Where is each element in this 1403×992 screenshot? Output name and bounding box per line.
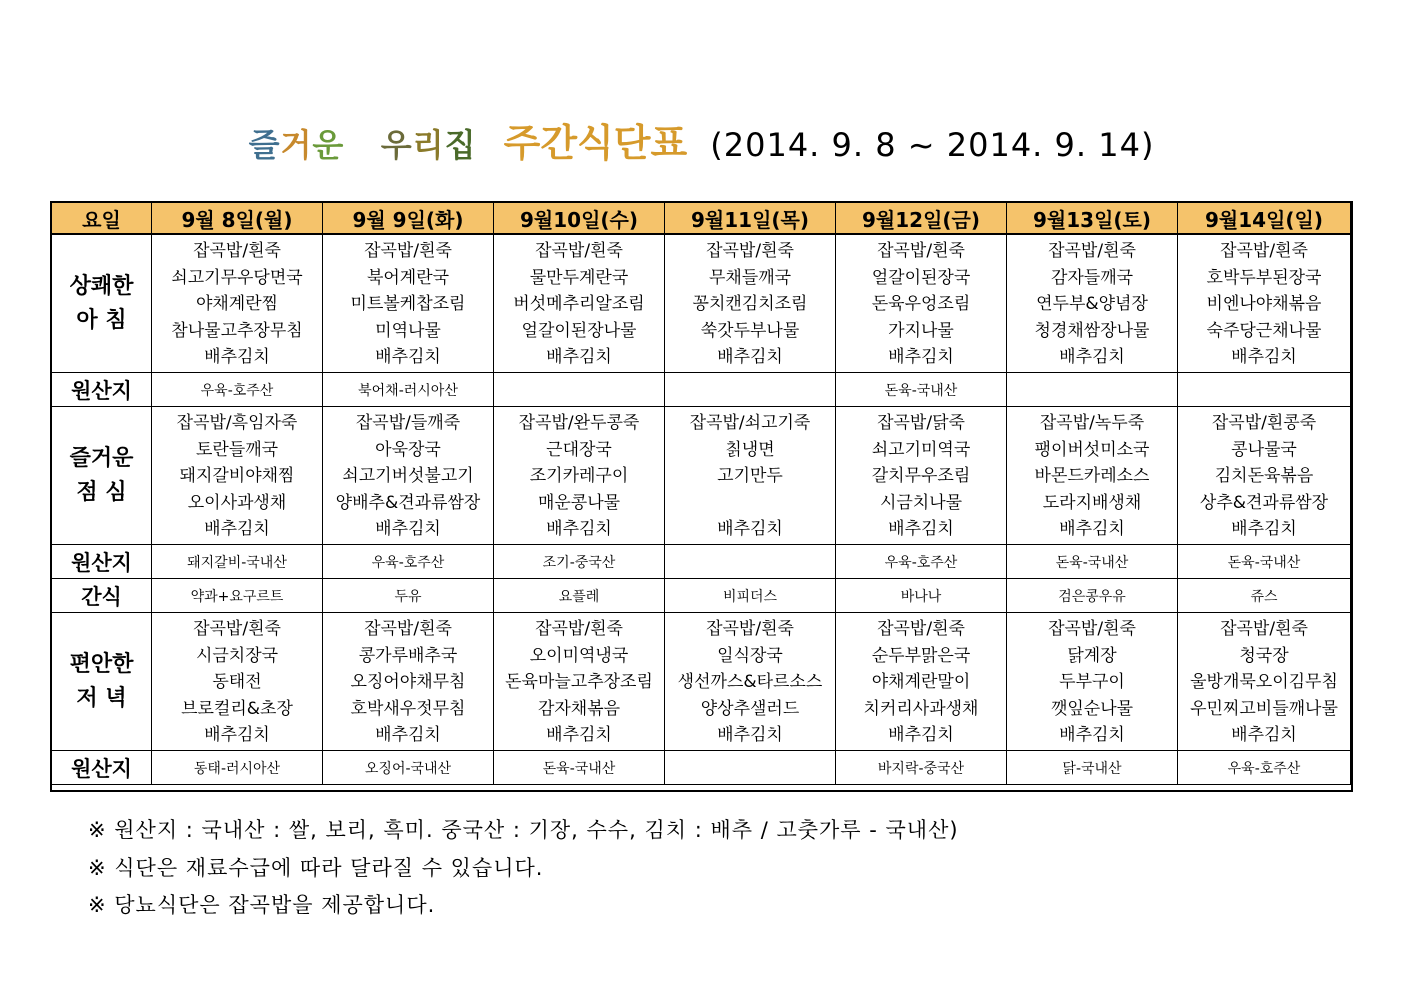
header-day: 9월12일(금) <box>836 203 1007 235</box>
lunch-menu-cell <box>1178 407 1351 545</box>
dinner-menu-cell <box>665 613 836 751</box>
snack-cell: 약과+요구르트 <box>152 579 323 613</box>
snack-cell: 비피더스 <box>665 579 836 613</box>
menu-item: 배추김치 <box>717 519 783 540</box>
note-diabetes: ※ 당뇨식단은 잡곡밥을 제공합니다. <box>88 893 436 917</box>
menu-item: 배추김치 <box>888 519 954 540</box>
menu-item: 콩나물국 <box>1231 439 1297 460</box>
menu-item: 닭계장 <box>1067 645 1117 666</box>
menu-item: 배추김치 <box>1059 519 1125 540</box>
origin-cell <box>1178 373 1351 407</box>
menu-item: 칡냉면 <box>725 439 775 460</box>
origin-label: 원산지 <box>52 373 152 407</box>
origin-cell: 돈육-국내산 <box>494 751 665 785</box>
menu-item: 호박두부된장국 <box>1206 267 1322 288</box>
menu-item: 잡곡밥/쇠고기죽 <box>689 413 811 433</box>
origin-label: 원산지 <box>52 751 152 785</box>
header-row <box>52 203 1351 235</box>
menu-item: 쇠고기미역국 <box>871 439 971 460</box>
note-supply: ※ 식단은 재료수급에 따라 달라질 수 있습니다. <box>88 855 544 880</box>
breakfast-label-line: 아 침 <box>76 307 127 333</box>
menu-item: 연두부&양념장 <box>1036 294 1148 315</box>
menu-item: 물만두계란국 <box>529 267 629 288</box>
menu-item: 갈치무우조림 <box>871 466 971 487</box>
menu-item: 청국장 <box>1239 645 1289 666</box>
dinner-origin-row <box>52 751 1351 785</box>
menu-item: 오이사과생채 <box>187 492 287 513</box>
snack-label: 간식 <box>52 579 152 613</box>
menu-item: 돈육우엉조림 <box>871 294 971 315</box>
lunch-menu-cell <box>152 407 323 545</box>
menu-item: 생선까스&타르소스 <box>677 672 823 693</box>
header-day: 9월 8일(월) <box>152 203 323 235</box>
origin-cell: 동태-러시아산 <box>152 751 323 785</box>
breakfast-menu-cell <box>665 234 836 373</box>
menu-item: 오이미역냉국 <box>529 645 629 666</box>
menu-item: 잡곡밥/흰죽 <box>1220 241 1308 261</box>
lunch-menu-cell <box>494 407 665 545</box>
snack-cell: 쥬스 <box>1178 579 1351 613</box>
menu-item: 호박새우젓무침 <box>350 698 466 719</box>
menu-item: 배추김치 <box>888 347 954 368</box>
title-main: 주간식단표 <box>503 121 688 165</box>
menu-item: 야채계란찜 <box>195 294 279 315</box>
breakfast-row <box>52 234 1351 373</box>
menu-item: 쇠고기무우당면국 <box>171 267 303 288</box>
lunch-menu-cell <box>1007 407 1178 545</box>
menu-item: 얼갈이된장나물 <box>521 320 637 341</box>
menu-item: 동태전 <box>212 672 262 693</box>
menu-item: 근대장국 <box>546 439 612 460</box>
header-day: 9월10일(수) <box>494 203 665 235</box>
menu-item: 시금치나물 <box>879 492 963 513</box>
menu-item: 잡곡밥/흰죽 <box>877 619 965 639</box>
menu-item: 배추김치 <box>204 519 270 540</box>
origin-cell: 우육-호주산 <box>323 545 494 579</box>
menu-item: 잡곡밥/흑임자죽 <box>176 413 298 433</box>
menu-item: 잡곡밥/흰죽 <box>1048 241 1136 261</box>
snack-cell: 요플레 <box>494 579 665 613</box>
breakfast-label <box>52 234 152 373</box>
menu-item: 순두부맑은국 <box>871 645 971 666</box>
snack-cell: 두유 <box>323 579 494 613</box>
menu-item: 배추김치 <box>375 347 441 368</box>
menu-item: 잡곡밥/흰죽 <box>364 619 452 639</box>
breakfast-menu-cell <box>1007 234 1178 373</box>
lunch-menu-cell <box>323 407 494 545</box>
menu-item: 돼지갈비야채찜 <box>179 466 295 487</box>
menu-item: 배추김치 <box>546 725 612 746</box>
menu-item: 콩가루배추국 <box>358 645 458 666</box>
menu-item: 배추김치 <box>204 347 270 368</box>
menu-item: 잡곡밥/흰죽 <box>193 619 281 639</box>
menu-item: 배추김치 <box>546 519 612 540</box>
dinner-menu-cell <box>323 613 494 751</box>
snack-row <box>52 579 1351 613</box>
menu-item: 조기카레구이 <box>529 466 629 487</box>
origin-cell <box>1007 373 1178 407</box>
title-date-range: (2014. 9. 8 ~ 2014. 9. 14) <box>710 126 1155 164</box>
menu-item: 배추김치 <box>1059 347 1125 368</box>
menu-item: 가지나물 <box>888 320 954 341</box>
menu-item: 시금치장국 <box>195 645 279 666</box>
menu-item: 무채들깨국 <box>708 267 792 288</box>
origin-cell: 오징어-국내산 <box>323 751 494 785</box>
menu-table <box>51 202 1351 785</box>
breakfast-menu-cell <box>1178 234 1351 373</box>
menu-item: 양상추샐러드 <box>700 698 800 719</box>
menu-item: 브로컬리&초장 <box>181 698 293 719</box>
notes <box>88 812 959 925</box>
menu-item: 잡곡밥/흰죽 <box>364 241 452 261</box>
origin-cell: 바지락-중국산 <box>836 751 1007 785</box>
lunch-origin-row <box>52 545 1351 579</box>
menu-item: 미역나물 <box>375 320 441 341</box>
menu-item: 상추&견과류쌈장 <box>1199 492 1329 513</box>
menu-item: 배추김치 <box>1231 347 1297 368</box>
menu-item: 잡곡밥/흰죽 <box>535 619 623 639</box>
menu-item: 깻잎순나물 <box>1050 698 1134 719</box>
origin-cell: 우육-호주산 <box>152 373 323 407</box>
origin-cell: 우육-호주산 <box>836 545 1007 579</box>
origin-cell <box>665 545 836 579</box>
menu-item: 배추김치 <box>546 347 612 368</box>
menu-item: 버섯메추리알조림 <box>513 294 645 315</box>
menu-item: 치커리사과생채 <box>863 698 979 719</box>
lunch-menu-cell <box>836 407 1007 545</box>
lunch-label-line: 점 심 <box>76 479 127 505</box>
breakfast-label-line: 상쾌한 <box>69 273 134 299</box>
menu-item: 일식장국 <box>717 645 783 666</box>
menu-item: 잡곡밥/들깨죽 <box>355 413 461 433</box>
menu-item: 감자채볶음 <box>537 698 621 719</box>
header-day: 9월14일(일) <box>1178 203 1351 235</box>
lunch-menu-cell <box>665 407 836 545</box>
note-origin: ※ 원산지 : 국내산 : 쌀, 보리, 흑미. 중국산 : 기장, 수수, 김치 : 배추 / 고춧가루 - 국내산) <box>88 818 959 842</box>
menu-item: 잡곡밥/흰죽 <box>706 619 794 639</box>
menu-item: 아욱장국 <box>375 439 441 460</box>
page-title <box>0 112 1403 172</box>
origin-cell: 돼지갈비-국내산 <box>152 545 323 579</box>
dinner-label-line: 편안한 <box>69 651 134 677</box>
header-day: 9월13일(토) <box>1007 203 1178 235</box>
origin-label: 원산지 <box>52 545 152 579</box>
snack-cell: 검은콩우유 <box>1007 579 1178 613</box>
breakfast-menu-cell <box>152 234 323 373</box>
menu-item: 쑥갓두부나물 <box>700 320 800 341</box>
dinner-row <box>52 613 1351 751</box>
menu-item: 배추김치 <box>1231 725 1297 746</box>
menu-item: 우민찌고비들깨나물 <box>1190 698 1338 719</box>
menu-item: 양배추&견과류쌈장 <box>335 492 481 513</box>
menu-item: 참나물고추장무침 <box>171 320 303 341</box>
lunch-row <box>52 407 1351 545</box>
menu-item: 고기만두 <box>717 466 783 487</box>
lunch-label-line: 즐거운 <box>69 445 134 471</box>
menu-item: 토란들깨국 <box>195 439 279 460</box>
menu-item: 배추김치 <box>375 725 441 746</box>
menu-item: 잡곡밥/닭죽 <box>877 413 965 433</box>
menu-item: 잡곡밥/흰콩죽 <box>1211 413 1317 433</box>
menu-item: 야채계란말이 <box>871 672 971 693</box>
dinner-label <box>52 613 152 751</box>
menu-item: 잡곡밥/흰죽 <box>535 241 623 261</box>
lunch-label <box>52 407 152 545</box>
menu-item: 배추김치 <box>375 519 441 540</box>
menu-item: 배추김치 <box>888 725 954 746</box>
menu-item: 잡곡밥/흰죽 <box>1220 619 1308 639</box>
menu-item: 돈육마늘고추장조림 <box>505 672 653 693</box>
menu-item: 잡곡밥/완두콩죽 <box>518 413 640 433</box>
origin-cell: 북어채-러시아산 <box>323 373 494 407</box>
header-day: 9월 9일(화) <box>323 203 494 235</box>
breakfast-menu-cell <box>836 234 1007 373</box>
menu-item: 배추김치 <box>717 347 783 368</box>
menu-item: 김치돈육볶음 <box>1214 466 1314 487</box>
dinner-menu-cell <box>152 613 323 751</box>
menu-item: 배추김치 <box>1059 725 1125 746</box>
menu-item <box>665 490 835 517</box>
dinner-menu-cell <box>494 613 665 751</box>
dinner-menu-cell <box>1178 613 1351 751</box>
brand-name: 즐거운 우리집 <box>248 126 477 164</box>
origin-cell <box>665 373 836 407</box>
menu-item: 북어계란국 <box>366 267 450 288</box>
origin-cell: 우육-호주산 <box>1178 751 1351 785</box>
menu-item: 두부구이 <box>1059 672 1125 693</box>
header-corner: 요일 <box>52 203 152 235</box>
origin-cell: 돈육-국내산 <box>1007 545 1178 579</box>
origin-cell: 조기-중국산 <box>494 545 665 579</box>
menu-item: 울방개묵오이김무침 <box>1190 672 1338 693</box>
origin-cell <box>494 373 665 407</box>
origin-cell: 돈육-국내산 <box>1178 545 1351 579</box>
dinner-menu-cell <box>836 613 1007 751</box>
snack-cell: 바나나 <box>836 579 1007 613</box>
origin-cell: 돈육-국내산 <box>836 373 1007 407</box>
origin-cell: 닭-국내산 <box>1007 751 1178 785</box>
menu-item: 잡곡밥/녹두죽 <box>1039 413 1145 433</box>
menu-item: 얼갈이된장국 <box>871 267 971 288</box>
menu-item: 팽이버섯미소국 <box>1034 439 1150 460</box>
menu-item: 배추김치 <box>204 725 270 746</box>
header-day: 9월11일(목) <box>665 203 836 235</box>
menu-item: 잡곡밥/흰죽 <box>877 241 965 261</box>
menu-item: 바몬드카레소스 <box>1034 466 1150 487</box>
breakfast-menu-cell <box>494 234 665 373</box>
menu-item: 미트볼케찹조림 <box>350 294 466 315</box>
menu-item: 매운콩나물 <box>537 492 621 513</box>
menu-item: 오징어야채무침 <box>350 672 466 693</box>
menu-item: 숙주당근채나물 <box>1206 320 1322 341</box>
menu-item: 배추김치 <box>1231 519 1297 540</box>
origin-cell <box>665 751 836 785</box>
menu-item: 청경채쌈장나물 <box>1034 320 1150 341</box>
breakfast-menu-cell <box>323 234 494 373</box>
breakfast-origin-row <box>52 373 1351 407</box>
dinner-menu-cell <box>1007 613 1178 751</box>
menu-item: 비엔나야채볶음 <box>1206 294 1322 315</box>
menu-item: 꽁치캔김치조림 <box>692 294 808 315</box>
dinner-label-line: 저 녁 <box>76 685 127 711</box>
menu-item: 도라지배생채 <box>1042 492 1142 513</box>
menu-item: 감자들깨국 <box>1050 267 1134 288</box>
menu-item: 잡곡밥/흰죽 <box>193 241 281 261</box>
menu-item: 잡곡밥/흰죽 <box>706 241 794 261</box>
menu-item: 배추김치 <box>717 725 783 746</box>
menu-item: 쇠고기버섯불고기 <box>342 466 474 487</box>
menu-item: 잡곡밥/흰죽 <box>1048 619 1136 639</box>
